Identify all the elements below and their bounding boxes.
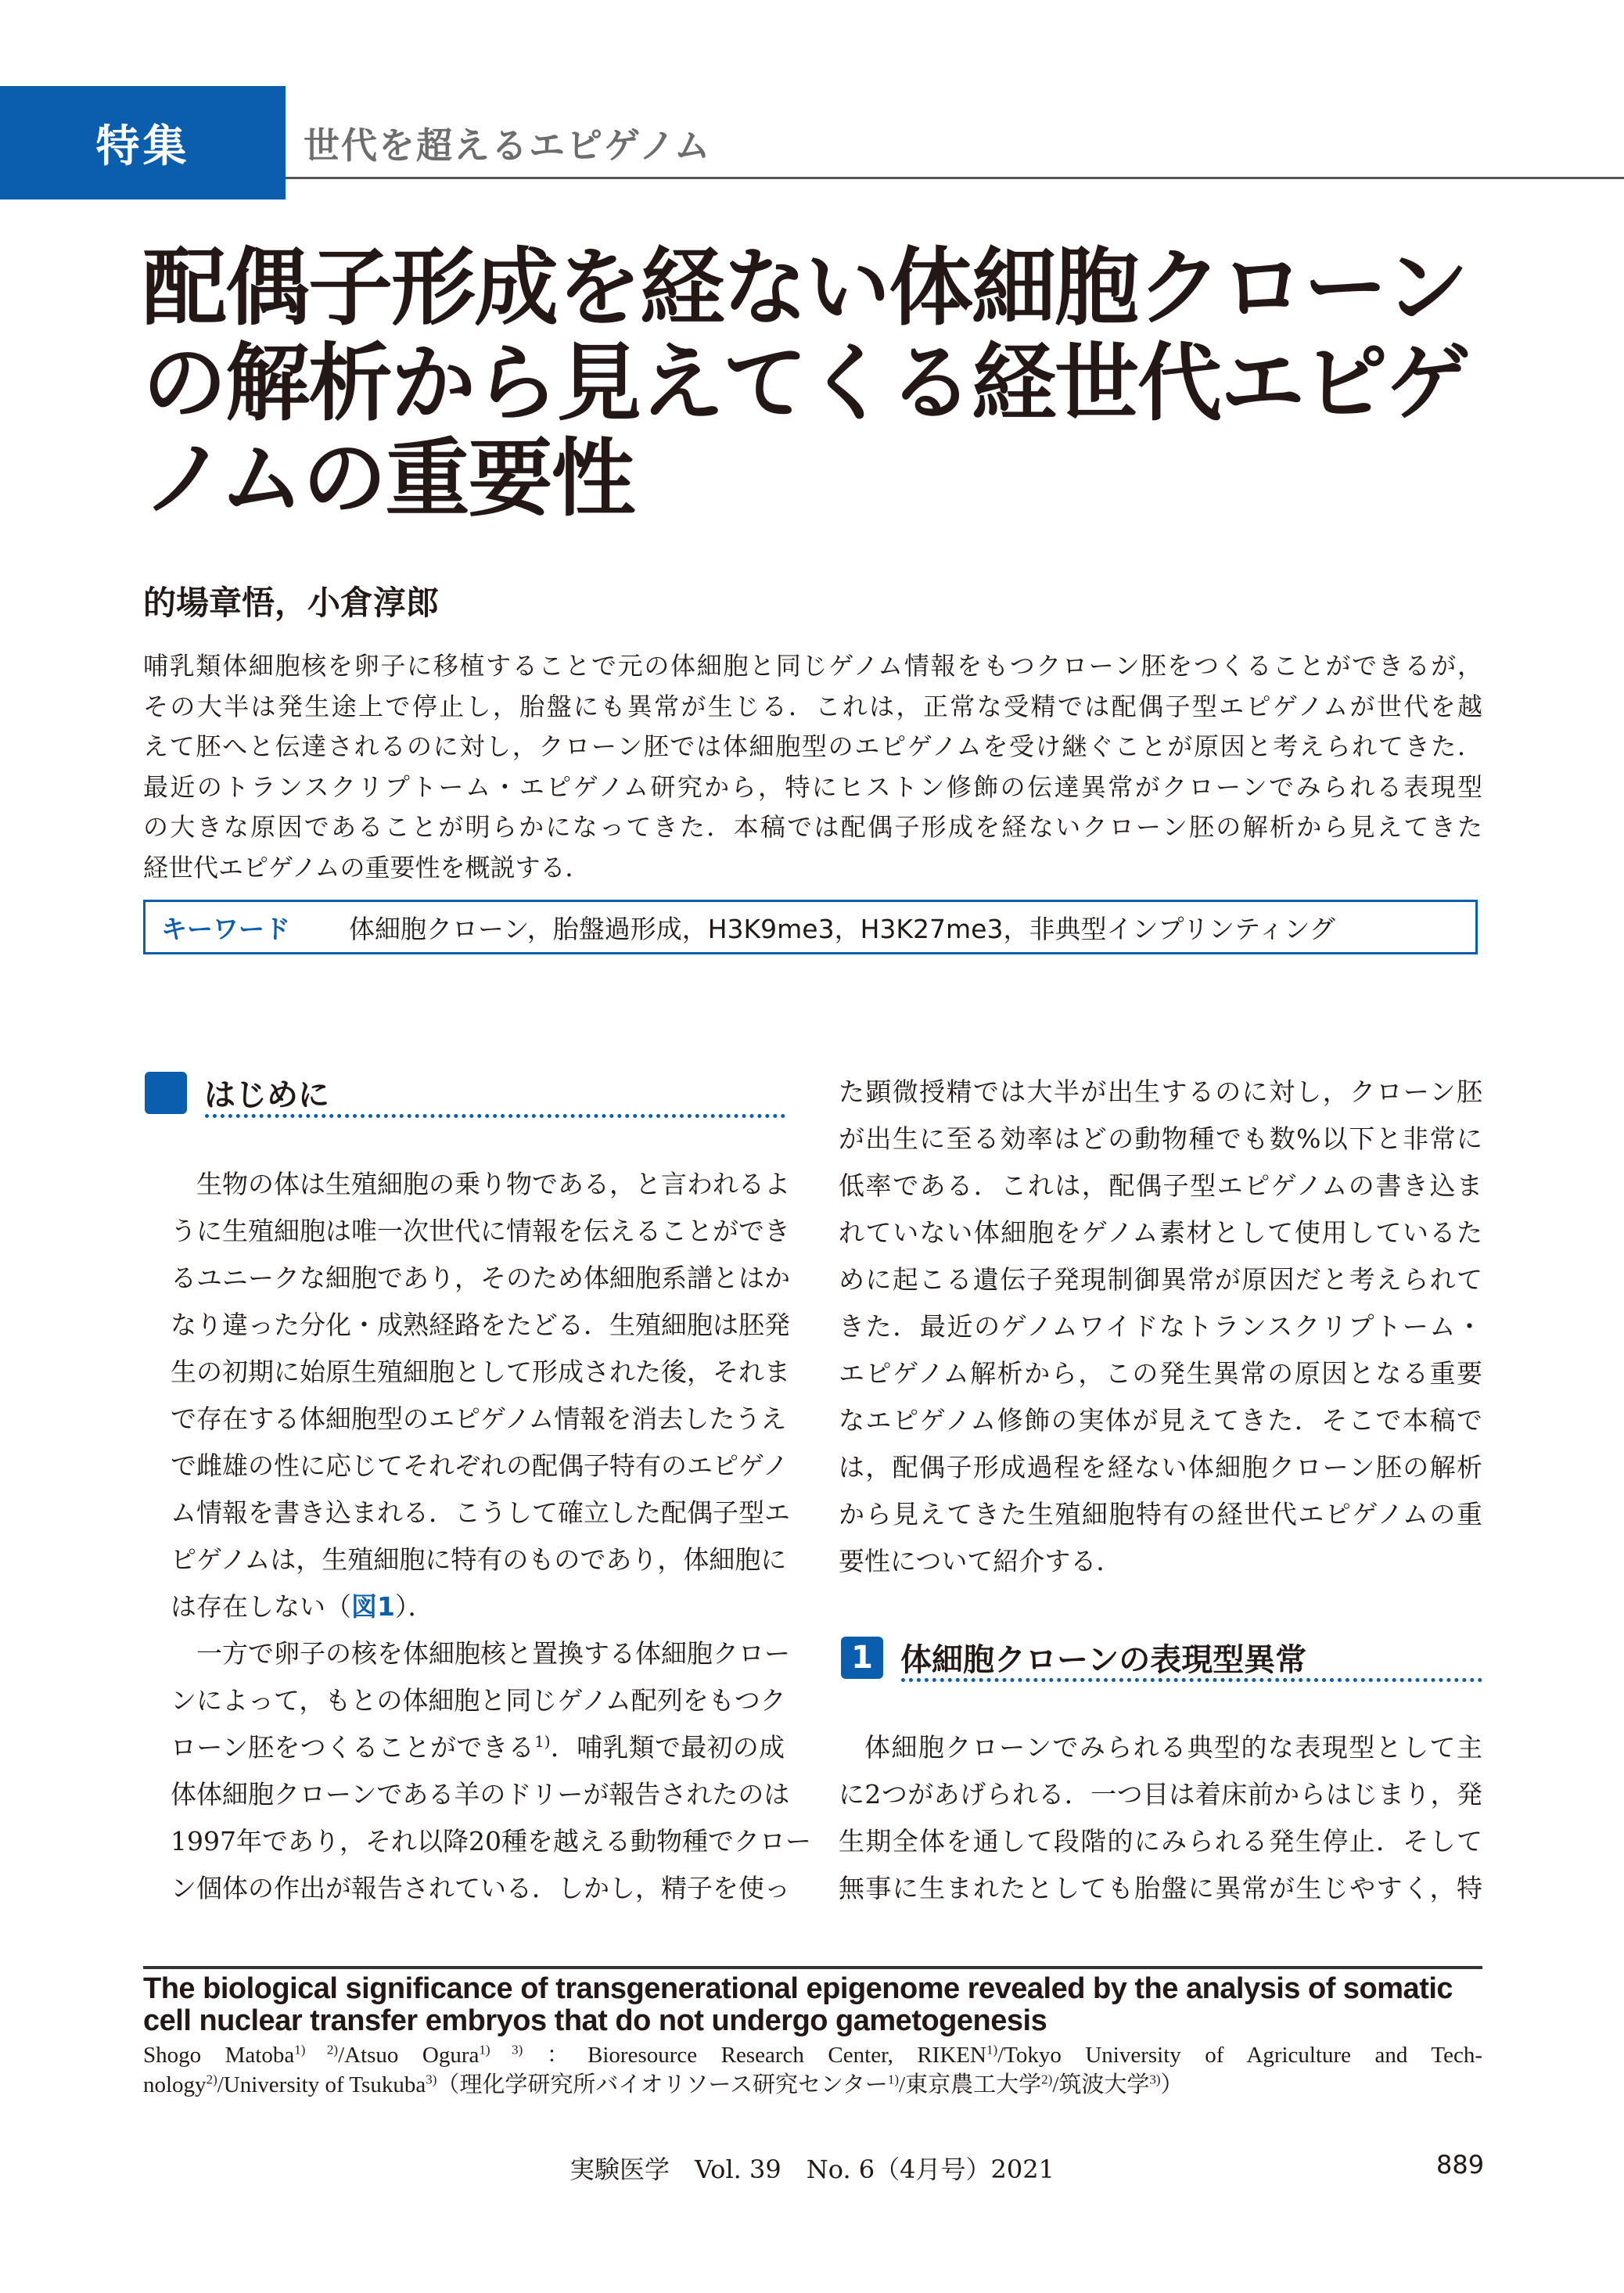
text-segment: ：Bioresource Research Center, RIKEN bbox=[523, 2043, 986, 2068]
text-segment: に2つがあげられる．一つ目は着床前からはじまり，発 bbox=[839, 1779, 1482, 1810]
text-segment: /筑波大学 bbox=[1052, 2072, 1150, 2097]
english-title: The biological significance of transgenerational epigenome revealed by the analysis of somatic cell nuclear transfer embryos that do not undergo gametogenesis bbox=[143, 1972, 1453, 2037]
text-segment: 低率である．これは，配偶子型エピゲノムの書き込ま bbox=[839, 1170, 1482, 1201]
text-segment: ピゲノムは，生殖細胞に特有のものであり，体細胞に bbox=[171, 1544, 787, 1575]
text-line bbox=[171, 1161, 790, 1208]
page-number: 889 bbox=[1436, 2150, 1485, 2180]
abstract bbox=[143, 646, 1482, 889]
text-line: 最近のトランスクリプトーム・エピゲノム研究から，特にヒストン修飾の伝達異常がクローンでみられる表現型 bbox=[143, 771, 1482, 802]
text-line bbox=[171, 1536, 785, 1583]
text-segment: /東京農工大学 bbox=[899, 2072, 1042, 2097]
text-segment: Shogo Matoba bbox=[143, 2043, 295, 2068]
article-title bbox=[142, 241, 1488, 527]
citation-ref: 2) bbox=[206, 2072, 217, 2087]
text-segment: nology bbox=[143, 2072, 207, 2097]
text-line bbox=[839, 1163, 1482, 1209]
text-segment: /Atsuo Ogura bbox=[338, 2043, 480, 2068]
citation-ref: 1) 2) bbox=[294, 2042, 339, 2058]
keywords-text: 体細胞クローン，胎盤過形成，H3K9me3，H3K27me3，非典型インプリンティング bbox=[349, 913, 1335, 944]
text-line bbox=[171, 1396, 785, 1443]
text-line bbox=[171, 1349, 790, 1396]
text-line bbox=[839, 1069, 1482, 1116]
text-segment: ム情報を書き込まれる．こうして確立した配偶子型エ bbox=[171, 1497, 790, 1528]
text-line bbox=[171, 1302, 790, 1349]
text-line bbox=[171, 1724, 785, 1771]
text-segment: なり違った分化・成熟経路をたどる．生殖細胞は胚発 bbox=[171, 1310, 790, 1340]
text-line: の大きな原因であることが明らかになってきた．本稿では配偶子形成を経ないクローン胚の解析から見えてきた bbox=[143, 812, 1482, 843]
text-segment: ） bbox=[1160, 2072, 1184, 2097]
text-segment: 体体細胞クローンである羊のドリーが報告されたのは bbox=[171, 1779, 790, 1810]
citation-ref: 2) bbox=[1041, 2072, 1053, 2087]
text-segment: れていない体細胞をゲノム素材として使用しているた bbox=[839, 1217, 1482, 1248]
text-line bbox=[143, 2070, 1482, 2100]
citation-ref: 1) 3) bbox=[479, 2042, 523, 2058]
title-line: の解析から見えてくる経世代エピゲ bbox=[142, 335, 1470, 433]
text-line bbox=[839, 1444, 1482, 1491]
english-summary bbox=[143, 1973, 1482, 2100]
series-title: 世代を超えるエピゲノム bbox=[304, 124, 712, 167]
text-segment: 生物の体は生殖細胞の乗り物である，と言われるよ bbox=[196, 1169, 790, 1199]
text-segment: 体細胞クローンでみられる典型的な表現型として主 bbox=[864, 1732, 1482, 1763]
text-segment: は存在しない（ bbox=[171, 1591, 351, 1622]
journal-info: 実験医学 Vol. 39 No. 6（4月号）2021 bbox=[569, 2155, 1055, 2184]
text-line bbox=[171, 1208, 790, 1255]
title-line: 配偶子形成を経ない体細胞クローン bbox=[142, 239, 1468, 337]
citation-ref: 1) bbox=[534, 1732, 551, 1751]
section-title: 体細胞クローンの表現型異常 bbox=[900, 1642, 1307, 1678]
text-line bbox=[171, 1677, 785, 1724]
text-segment: ン個体の作出が報告されている．しかし，精子を使っ bbox=[171, 1873, 790, 1903]
citation-ref: 3) bbox=[1149, 2072, 1161, 2087]
text-segment: 要性について紹介する． bbox=[839, 1546, 1123, 1576]
text-segment: 生期全体を通して段階的にみられる発生停止．そして bbox=[839, 1826, 1482, 1856]
text-segment: 生の初期に始原生殖細胞として形成された後，それま bbox=[171, 1357, 790, 1387]
text-line: 哺乳類体細胞核を卵子に移植することで元の体細胞と同じゲノム情報をもつクローン胚をつくることができるが， bbox=[143, 651, 1482, 681]
citation-ref: 1) bbox=[986, 2042, 998, 2058]
text-line bbox=[171, 1443, 789, 1490]
text-segment: めに起こる遺伝子発現制御異常が原因だと考えられて bbox=[839, 1264, 1483, 1295]
section-underline bbox=[901, 1678, 1482, 1682]
text-line bbox=[839, 1538, 1482, 1585]
text-segment: ．哺乳類で最初の成 bbox=[550, 1732, 785, 1763]
text-line bbox=[839, 1771, 1482, 1818]
text-segment: エピゲノム解析から，この発生異常の原因となる重要 bbox=[839, 1358, 1482, 1389]
text-segment: /Tokyo University of Agriculture and Tech- bbox=[997, 2043, 1483, 2068]
text-segment: （理化学研究所バイオリソース研究センター bbox=[437, 2072, 888, 2097]
section-heading-1 bbox=[841, 1635, 1306, 1680]
text-segment: た顕微授精では大半が出生するのに対し，クローン胚 bbox=[839, 1076, 1482, 1107]
text-segment: ローン胚をつくることができる bbox=[171, 1732, 535, 1763]
text-line bbox=[171, 1818, 811, 1865]
text-line bbox=[171, 1255, 790, 1302]
text-line bbox=[839, 1397, 1482, 1444]
authors: 的場章悟，小倉淳郎 bbox=[143, 584, 440, 622]
feature-tag: 特集 bbox=[0, 86, 286, 199]
text-segment: ンによって，もとの体細胞と同じゲノム配列をもつク bbox=[171, 1685, 786, 1716]
section-heading-intro bbox=[145, 1070, 329, 1115]
text-line: えて胚へと伝達されるのに対し，クローン胚では体細胞型のエピゲノムを受け継ぐことが原因と考えられてきた． bbox=[143, 731, 1482, 762]
figure-link[interactable]: 図1 bbox=[351, 1591, 395, 1622]
text-line bbox=[171, 1490, 790, 1536]
text-line: 経世代エピゲノムの重要性を概説する． bbox=[143, 852, 591, 882]
header-divider bbox=[286, 177, 1624, 179]
text-segment: /University of Tsukuba bbox=[217, 2072, 426, 2097]
text-segment: きた．最近のゲノムワイドなトランスクリプトーム・ bbox=[839, 1311, 1482, 1342]
section-marker-icon bbox=[145, 1072, 187, 1114]
text-segment: から見えてきた生殖細胞特有の経世代エピゲノムの重 bbox=[839, 1499, 1482, 1529]
text-line bbox=[839, 1724, 1482, 1771]
text-line bbox=[839, 1256, 1482, 1303]
text-segment: で存在する体細胞型のエピゲノム情報を消去したうえ bbox=[171, 1403, 787, 1434]
text-line bbox=[171, 1630, 790, 1677]
text-segment: 無事に生まれたとしても胎盤に異常が生じやすく，特 bbox=[839, 1873, 1482, 1903]
text-segment: ）． bbox=[394, 1591, 434, 1622]
left-column-body bbox=[171, 1161, 811, 1912]
text-segment: 一方で卵子の核を体細胞核と置換する体細胞クロー bbox=[196, 1638, 790, 1669]
text-line bbox=[839, 1865, 1482, 1912]
text-line bbox=[839, 1491, 1482, 1538]
text-segment: うに生殖細胞は唯一次世代に情報を伝えることができ bbox=[171, 1216, 790, 1246]
english-affiliations bbox=[143, 2040, 1482, 2100]
footnote-rule bbox=[143, 1966, 1482, 1969]
text-line bbox=[839, 1116, 1482, 1163]
text-segment: で雌雄の性に応じてそれぞれの配偶子特有のエピゲノ bbox=[171, 1450, 789, 1481]
text-line bbox=[171, 1771, 790, 1818]
title-line: ノムの重要性 bbox=[142, 430, 634, 528]
text-line bbox=[839, 1209, 1482, 1256]
keywords-box bbox=[143, 900, 1478, 954]
section-title: はじめに bbox=[204, 1077, 329, 1113]
text-line bbox=[839, 1818, 1482, 1865]
text-line bbox=[839, 1303, 1482, 1350]
text-segment: るユニークな細胞であり，そのため体細胞系譜とはか bbox=[171, 1263, 790, 1293]
section-number: 1 bbox=[841, 1637, 883, 1679]
keywords-label: キーワード bbox=[161, 913, 290, 944]
citation-ref: 1) bbox=[887, 2072, 900, 2087]
text-segment: が出生に至る効率はどの動物種でも数%以下と非常に bbox=[839, 1123, 1482, 1154]
right-column-body bbox=[839, 1069, 1482, 1585]
text-line bbox=[839, 1350, 1482, 1397]
citation-ref: 3) bbox=[426, 2072, 437, 2087]
text-segment: 1997年であり，それ以降20種を越える動物種でクロー bbox=[171, 1826, 811, 1856]
section-1-body bbox=[839, 1724, 1482, 1912]
text-line bbox=[171, 1865, 790, 1912]
text-segment: は，配偶子形成過程を経ない体細胞クローン胚の解析 bbox=[839, 1452, 1482, 1483]
section-underline bbox=[205, 1114, 785, 1118]
text-line bbox=[171, 1583, 785, 1630]
text-line bbox=[143, 2040, 1482, 2070]
text-line: その大半は発生途上で停止し，胎盤にも異常が生じる．これは，正常な受精では配偶子型エピゲノムが世代を越 bbox=[143, 691, 1482, 721]
text-segment: なエピゲノム修飾の実体が見えてきた．そこで本稿で bbox=[839, 1405, 1482, 1436]
